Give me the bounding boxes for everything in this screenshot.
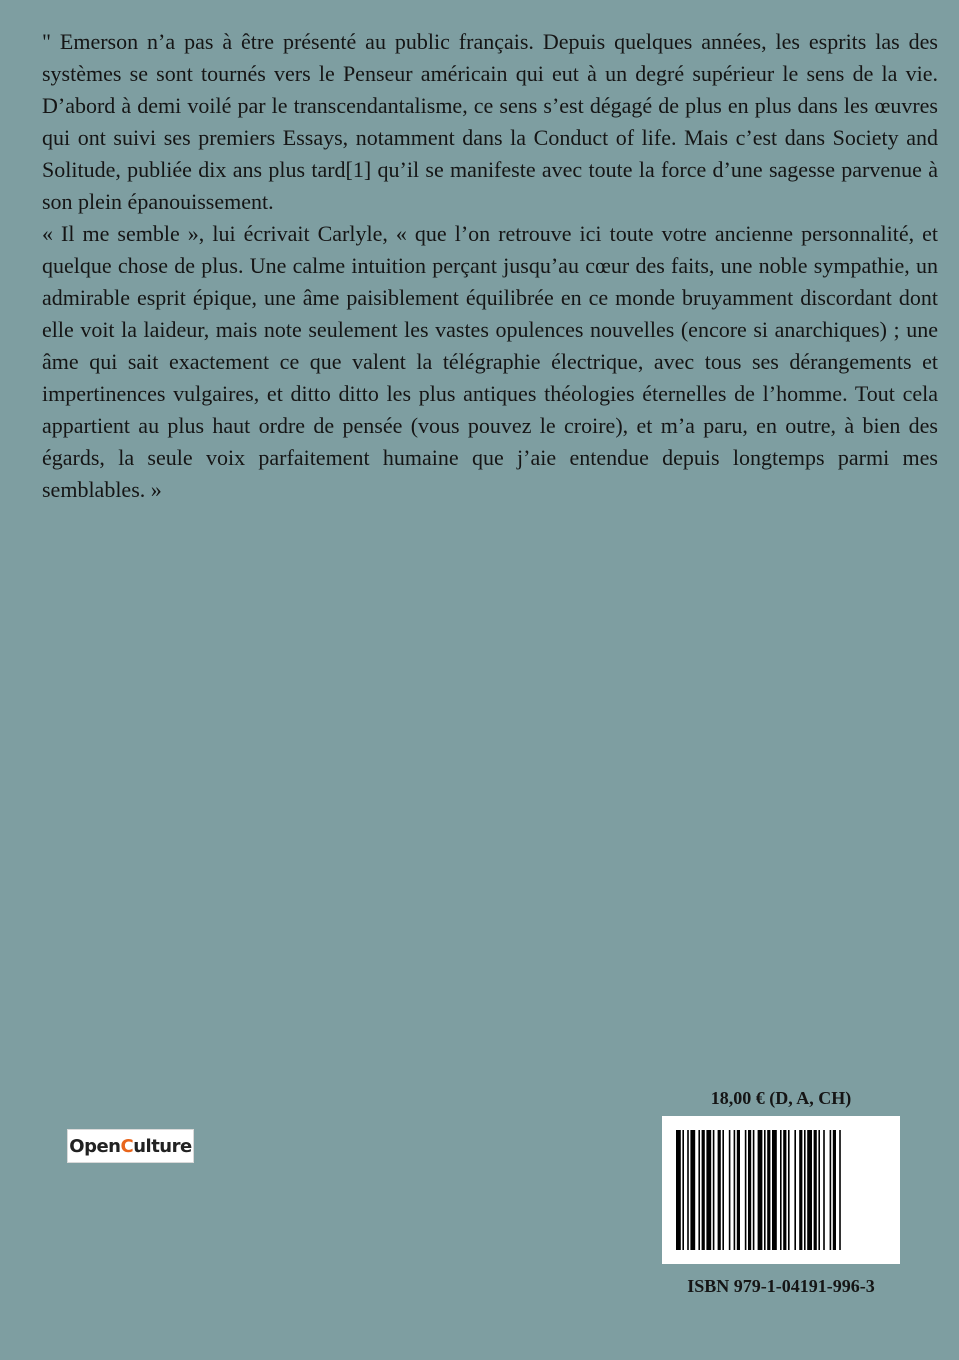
barcode-bar [780,1130,782,1250]
barcode-bar [702,1130,705,1250]
logo-text-ulture: ulture [133,1135,192,1157]
logo-text-c: C [120,1135,134,1157]
barcode-bar [737,1130,740,1250]
barcode-bar [698,1130,700,1250]
barcode-bar [830,1130,832,1250]
barcode-bar [734,1130,736,1250]
barcode-bar [814,1130,817,1250]
barcode-bar [722,1130,724,1250]
barcode-icon [676,1130,886,1250]
barcode-bar [839,1130,841,1250]
barcode-bar [713,1130,715,1250]
barcode-bar [788,1130,790,1250]
barcode-bar [729,1130,731,1250]
barcode-bar [807,1130,812,1250]
logo-text-open: Open [69,1135,121,1157]
barcode-bar [687,1130,689,1250]
publisher-logo [67,1129,194,1163]
isbn-label: ISBN 979-1-04191-996-3 [687,1276,875,1296]
barcode-bar [804,1130,806,1250]
barcode-bar [748,1130,751,1250]
barcode [662,1116,900,1264]
barcode-bar [706,1130,711,1250]
barcode-bar [690,1130,695,1250]
blurb-paragraph-1: " Emerson n’a pas à être présenté au public français. Depuis quelques années, les esprits las des systèmes se sont tournés vers le Penseur américain qui eut à un degré supérieur le sens de la vie. D’abord à demi voilé par le transcendantalisme, ce sens s’est dégagé de plus en plus dans les œuvres qui ont suivi ses premiers Essays, notamment dans la Conduct of life. Mais c’est dans Society and Solitude, publiée dix ans plus tard[1] qu’il se manifeste avec toute la force d’une sagesse parvenue à son plein épanouissement. [42,29,938,214]
barcode-bar [764,1130,766,1250]
barcode-bar [745,1130,747,1250]
barcode-bar [676,1130,681,1250]
blurb-paragraph-2: « Il me semble », lui écrivait Carlyle, « que l’on retrouve ici toute votre ancienne personnalité, et quelque chose de plus. Une calme intuition perçant jusqu’au cœur des faits, une noble sympathie, un admirable esprit épique, une âme paisiblement équilibrée en ce monde bruyamment discordant dont elle voit la laideur, mais note seulement les vastes opulences nouvelles (encore si anarchiques) ; une âme qui sait exactement ce que valent la télégraphie électrique, avec tous ses dérangements et impertinences vulgaires, et ditto ditto les plus antiques théologies éternelles de l’homme. Tout cela appartient au plus haut ordre de pensée (vous pouvez le croire), et m’a paru, en outre, à bien des égards, la seule voix parfaitement humaine que j’aie entendue depuis longtemps parmi mes semblables. » [42,221,938,502]
barcode-bar [772,1130,777,1250]
price-label: 18,00 € (D, A, CH) [710,1088,852,1108]
barcode-bar [753,1130,755,1250]
barcode-bar [767,1130,770,1250]
barcode-bar [783,1130,786,1250]
barcode-bar [833,1130,836,1250]
blurb-text [42,26,938,506]
barcode-bar [818,1130,820,1250]
barcode-bar [823,1130,825,1250]
barcode-bar [718,1130,721,1250]
barcode-bar [682,1130,684,1250]
barcode-bar [799,1130,802,1250]
barcode-bar [794,1130,796,1250]
barcode-bar [758,1130,763,1250]
